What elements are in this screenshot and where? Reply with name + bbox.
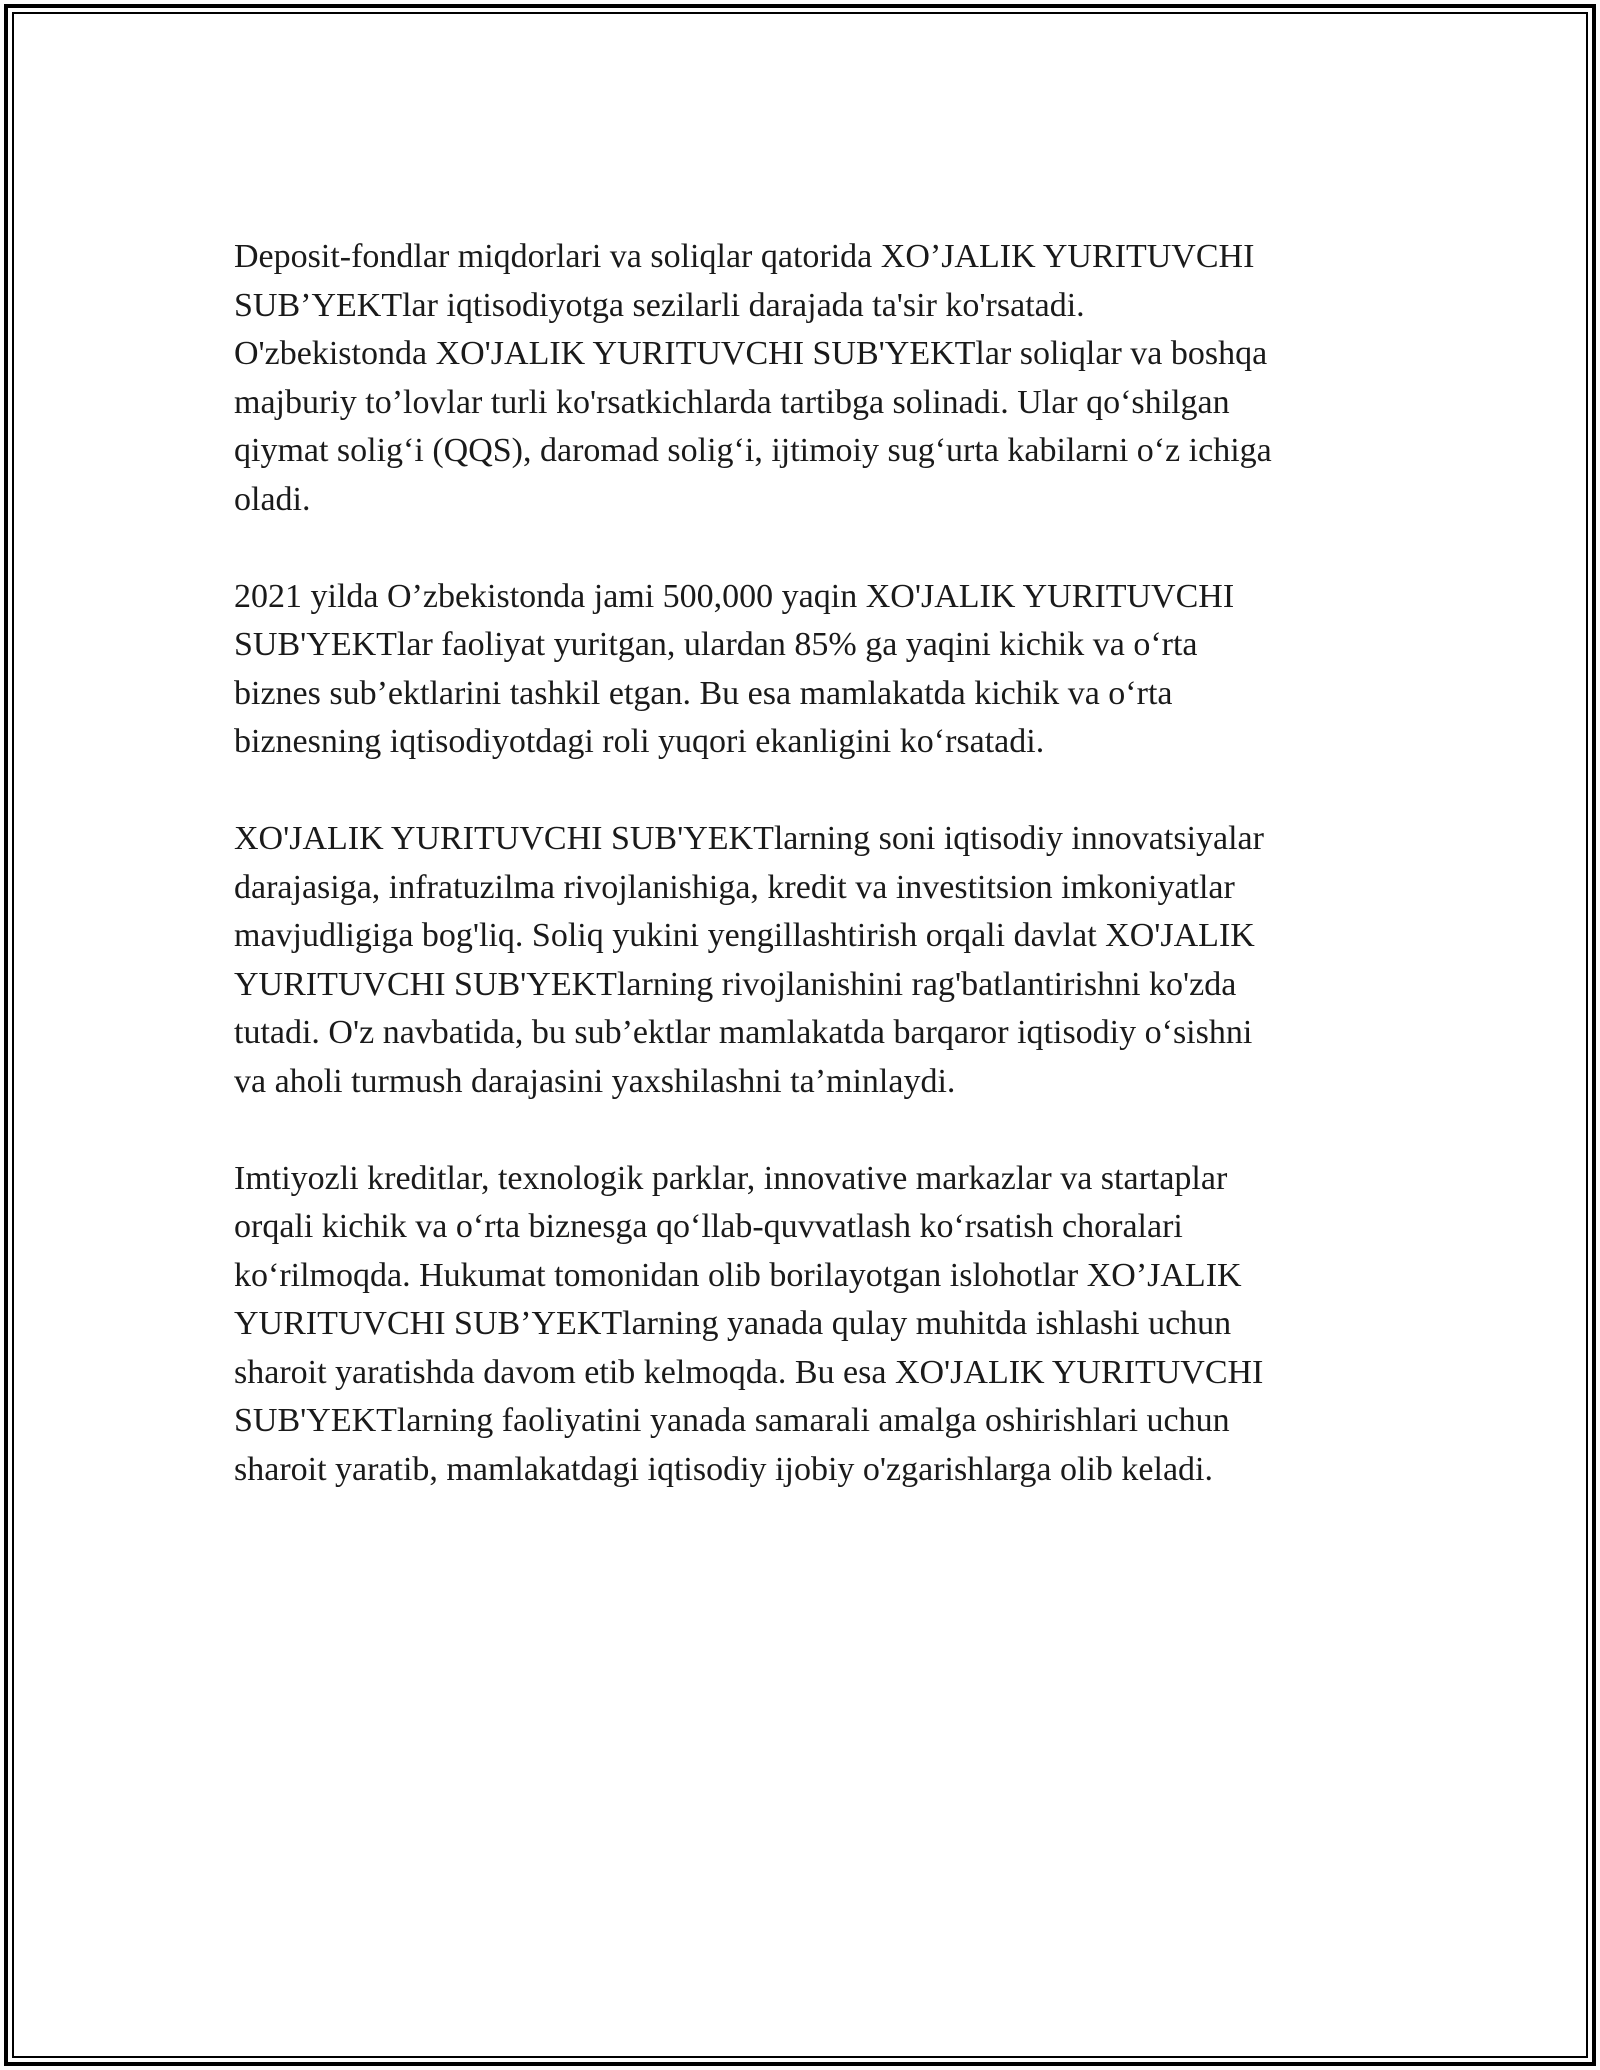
text-line: majburiy to’lovlar turli ko'rsatkichlarda tartibga solinadi. Ular qo‘shilgan bbox=[234, 383, 1230, 421]
text-line: qiymat solig‘i (QQS), daromad solig‘i, ijtimoiy sug‘urta kabilarni o‘z ichiga bbox=[234, 432, 1272, 469]
text-line: sharoit yaratib, mamlakatdagi iqtisodiy ijobiy o'zgarishlarga olib keladi. bbox=[234, 1450, 1213, 1488]
text-line: Deposit-fondlar miqdorlari va soliqlar qatorida XO’JALIK YURITUVCHI bbox=[234, 238, 1255, 275]
text-line: ko‘rilmoqda. Hukumat tomonidan olib borilayotgan islohotlar XO’JALIK bbox=[234, 1256, 1242, 1294]
text-line: SUB'YEKTlarning faoliyatini yanada samarali amalga oshirishlari uchun bbox=[234, 1402, 1230, 1439]
text-line: SUB'YEKTlar faoliyat yuritgan, ulardan 85% ga yaqini kichik va o‘rta bbox=[234, 626, 1198, 663]
text-line: SUB’YEKTlar iqtisodiyotga sezilarli darajada ta'sir ko'rsatadi. bbox=[234, 286, 1085, 324]
paragraph-1 bbox=[234, 233, 1364, 524]
paragraph-2 bbox=[234, 573, 1364, 767]
text-line: 2021 yilda O’zbekistonda jami 500,000 yaqin XO'JALIK YURITUVCHI bbox=[234, 577, 1235, 615]
text-line: YURITUVCHI SUB’YEKTlarning yanada qulay muhitda ishlashi uchun bbox=[234, 1305, 1232, 1342]
text-line: O'zbekistonda XO'JALIK YURITUVCHI SUB'YEKTlar soliqlar va boshqa bbox=[234, 335, 1268, 372]
text-line: biznesning iqtisodiyotdagi roli yuqori ekanligini ko‘rsatadi. bbox=[234, 723, 1045, 760]
text-line: tutadi. O'z navbatida, bu sub’ektlar mamlakatda barqaror iqtisodiy o‘sishni bbox=[234, 1014, 1253, 1051]
text-line: biznes sub’ektlarini tashkil etgan. Bu esa mamlakatda kichik va o‘rta bbox=[234, 674, 1173, 712]
text-line: Imtiyozli kreditlar, texnologik parklar, innovative markazlar va startaplar bbox=[234, 1159, 1228, 1197]
text-line: XO'JALIK YURITUVCHI SUB'YEKTlarning soni iqtisodiy innovatsiyalar bbox=[234, 820, 1264, 857]
paragraph-3 bbox=[234, 815, 1364, 1106]
text-line: oladi. bbox=[234, 480, 311, 518]
document-body bbox=[234, 233, 1364, 1543]
text-line: sharoit yaratishda davom etib kelmoqda. Bu esa XO'JALIK YURITUVCHI bbox=[234, 1353, 1264, 1391]
text-line: darajasiga, infratuzilma rivojlanishiga, kredit va investitsion imkoniyatlar bbox=[234, 868, 1235, 906]
paragraph-4 bbox=[234, 1155, 1364, 1495]
text-line: va aholi turmush darajasini yaxshilashni ta’minlaydi. bbox=[234, 1062, 956, 1100]
text-line: mavjudligiga bog'liq. Soliq yukini yengillashtirish orqali davlat XO'JALIK bbox=[234, 917, 1255, 954]
text-line: orqali kichik va o‘rta biznesga qo‘llab-quvvatlash ko‘rsatish choralari bbox=[234, 1208, 1183, 1245]
text-line: YURITUVCHI SUB'YEKTlarning rivojlanishini rag'batlantirishni ko'zda bbox=[234, 965, 1237, 1003]
